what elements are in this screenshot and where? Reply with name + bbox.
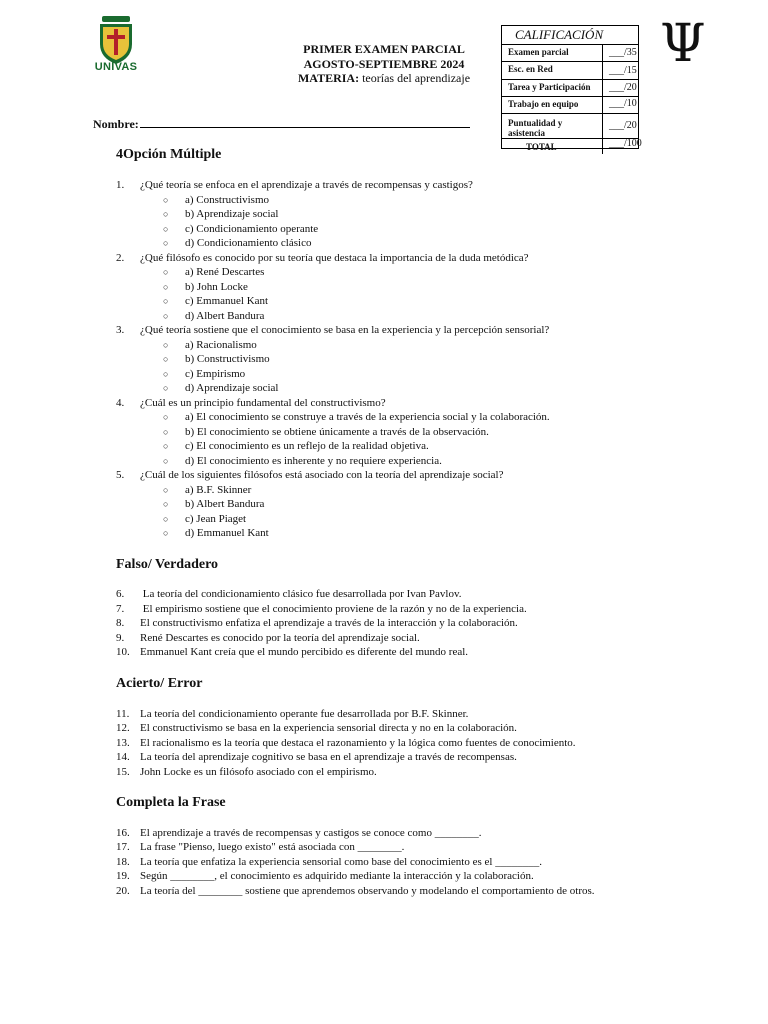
grade-table (501, 25, 642, 152)
option[interactable] (163, 281, 248, 293)
question-number: 2. (116, 252, 125, 264)
statement-number: 9. (116, 632, 125, 644)
radio-icon[interactable]: ○ (163, 456, 169, 466)
option-text: c) Condicionamiento operante (185, 223, 319, 235)
subject-value: teorías del aprendizaje (362, 71, 471, 85)
exam-title: PRIMER EXAMEN PARCIAL (303, 42, 465, 56)
grade-row-label: Puntualidad y asistencia (508, 118, 563, 138)
option[interactable] (163, 310, 264, 322)
option[interactable] (163, 194, 269, 206)
logo-text: UNIVAS (94, 61, 138, 73)
statement-text: La teoría que enfatiza la experiencia sensorial como base del conocimiento es el ________. (140, 856, 542, 868)
question (116, 179, 473, 191)
option[interactable] (163, 527, 269, 539)
statement-number: 18. (116, 856, 130, 868)
statement (116, 617, 518, 629)
option-text: d) Albert Bandura (185, 310, 265, 322)
grade-row (502, 80, 638, 97)
question-number: 5. (116, 469, 125, 481)
statement (116, 646, 468, 658)
question-text: ¿Qué teoría sostiene que el conocimiento se basa en la experiencia y la percepción sensorial? (140, 324, 550, 336)
statement-number: 7. (116, 603, 125, 615)
statement (116, 632, 420, 644)
radio-icon[interactable]: ○ (163, 499, 169, 509)
statement-number: 15. (116, 766, 130, 778)
exam-header (290, 42, 478, 86)
option-text: b) Constructivismo (185, 353, 270, 365)
radio-icon[interactable]: ○ (163, 412, 169, 422)
statement-text: La teoría del condicionamiento operante fue desarrollada por B.F. Skinner. (140, 708, 469, 720)
question-number: 3. (116, 324, 125, 336)
radio-icon[interactable]: ○ (163, 514, 169, 524)
statement (116, 737, 576, 749)
option[interactable] (163, 223, 318, 235)
statement-number: 6. (116, 588, 125, 600)
statement-text: La frase "Pienso, luego existo" está asociada con ________. (140, 841, 405, 853)
section-multiple-choice-title: 4Opción Múltiple (116, 147, 222, 162)
radio-icon[interactable]: ○ (163, 224, 169, 234)
grade-row-points: ___/35 (602, 45, 638, 61)
option-text: c) Empirismo (185, 368, 246, 380)
statement-number: 20. (116, 885, 130, 897)
option[interactable] (163, 382, 278, 394)
radio-icon[interactable]: ○ (163, 369, 169, 379)
grade-row-label: Tarea y Participación (508, 82, 591, 92)
psi-icon: Ψ (660, 14, 706, 74)
statement (116, 856, 542, 868)
radio-icon[interactable]: ○ (163, 195, 169, 205)
question-text: ¿Cuál de los siguientes filósofos está asociado con la teoría del aprendizaje social? (140, 469, 504, 481)
statement (116, 588, 462, 600)
radio-icon[interactable]: ○ (163, 296, 169, 306)
grade-row-points: ___/20 (602, 80, 638, 96)
question (116, 252, 529, 264)
option[interactable] (163, 411, 550, 423)
option-text: d) Aprendizaje social (185, 382, 279, 394)
grade-title: CALIFICACIÓN (502, 26, 638, 45)
question (116, 397, 386, 409)
statement (116, 885, 595, 897)
grade-row-points: ___/10 (602, 97, 638, 113)
option-text: d) Condicionamiento clásico (185, 237, 312, 249)
radio-icon[interactable]: ○ (163, 528, 169, 538)
radio-icon[interactable]: ○ (163, 311, 169, 321)
statement-text: René Descartes es conocido por la teoría del aprendizaje social. (140, 632, 420, 644)
statement-text: John Locke es un filósofo asociado con el empirismo. (140, 766, 377, 778)
grade-row (502, 45, 638, 62)
name-label: Nombre: (93, 117, 139, 131)
section-true-false-title: Falso/ Verdadero (116, 557, 219, 572)
option-text: c) Jean Piaget (185, 513, 247, 525)
exam-period: AGOSTO-SEPTIEMBRE 2024 (303, 56, 465, 71)
statement-text: Emmanuel Kant creía que el mundo percibido es diferente del mundo real. (140, 646, 469, 658)
statement-text: El constructivismo se basa en la experiencia sensorial directa y no en la colaboración. (140, 722, 517, 734)
option-text: b) El conocimiento se obtiene únicamente a través de la observación. (185, 426, 489, 438)
option[interactable] (163, 440, 429, 452)
section-complete-title: Completa la Frase (116, 795, 226, 810)
option-text: a) Constructivismo (185, 194, 270, 206)
grade-row (502, 114, 638, 139)
option[interactable] (163, 498, 264, 510)
radio-icon[interactable]: ○ (163, 267, 169, 277)
statement-number: 19. (116, 870, 130, 882)
option[interactable] (163, 353, 270, 365)
option-text: a) Racionalismo (185, 339, 257, 351)
statement-number: 17. (116, 841, 130, 853)
statement (116, 751, 517, 763)
option-text: b) John Locke (185, 281, 248, 293)
statement (116, 870, 534, 882)
grade-row-label: Esc. en Red (508, 64, 553, 74)
question-number: 4. (116, 397, 125, 409)
radio-icon[interactable]: ○ (163, 282, 169, 292)
statement-number: 10. (116, 646, 130, 658)
grade-row-points: ___/15 (602, 62, 638, 79)
grade-row (502, 62, 638, 80)
option[interactable] (163, 295, 268, 307)
statement-number: 14. (116, 751, 130, 763)
statement-text: La teoría del ________ sostiene que aprendemos observando y modelando el comportamiento de otros. (140, 885, 595, 897)
radio-icon[interactable]: ○ (163, 238, 169, 248)
section-correct-error-title: Acierto/ Error (116, 676, 203, 691)
option-text: b) Albert Bandura (185, 498, 265, 510)
grade-row (502, 138, 642, 154)
statement (116, 827, 482, 839)
radio-icon[interactable]: ○ (163, 485, 169, 495)
grade-row-points: ___/100 (602, 139, 638, 154)
radio-icon[interactable]: ○ (163, 427, 169, 437)
name-blank-line[interactable] (140, 117, 470, 128)
radio-icon[interactable]: ○ (163, 441, 169, 451)
option-text: d) Emmanuel Kant (185, 527, 269, 539)
statement (116, 603, 527, 615)
grade-row-label: TOTAL (526, 142, 557, 152)
radio-icon[interactable]: ○ (163, 340, 169, 350)
statement-text: La teoría del aprendizaje cognitivo se basa en el aprendizaje a través de recompensas. (140, 751, 517, 763)
option[interactable] (163, 368, 245, 380)
option-text: b) Aprendizaje social (185, 208, 279, 220)
question-text: ¿Qué filósofo es conocido por su teoría que destaca la importancia de la duda metódica? (140, 252, 529, 264)
question (116, 469, 503, 481)
statement-number: 11. (116, 708, 130, 720)
subject-label: MATERIA: (297, 71, 360, 85)
radio-icon[interactable]: ○ (163, 354, 169, 364)
option[interactable] (163, 266, 264, 278)
statement (116, 766, 377, 778)
option[interactable] (163, 339, 257, 351)
question-number: 1. (116, 179, 125, 191)
statement-text: El aprendizaje a través de recompensas y castigos se conoce como ________. (140, 827, 482, 839)
option-text: c) El conocimiento es un reflejo de la realidad objetiva. (185, 440, 429, 452)
option[interactable] (163, 484, 251, 496)
statement-text: El constructivismo enfatiza el aprendizaje a través de la interacción y la colaboración. (140, 617, 518, 629)
statement (116, 841, 404, 853)
statement-number: 13. (116, 737, 130, 749)
grade-row-points: ___/20 (602, 114, 638, 138)
statement (116, 722, 517, 734)
option[interactable] (163, 426, 489, 438)
statement-number: 8. (116, 617, 125, 629)
radio-icon[interactable]: ○ (163, 383, 169, 393)
option[interactable] (163, 208, 278, 220)
question (116, 324, 549, 336)
grade-row-label: Trabajo en equipo (508, 99, 579, 109)
option-text: a) René Descartes (185, 266, 265, 278)
option[interactable] (163, 237, 311, 249)
option[interactable] (163, 455, 442, 467)
option-text: a) El conocimiento se construye a través de la experiencia social y la colaboración. (185, 411, 550, 423)
question-text: ¿Qué teoría se enfoca en el aprendizaje a través de recompensas y castigos? (140, 179, 473, 191)
option[interactable] (163, 513, 246, 525)
option-text: a) B.F. Skinner (185, 484, 252, 496)
radio-icon[interactable]: ○ (163, 209, 169, 219)
statement-text: Según ________, el conocimiento es adquirido mediante la interacción y la colaboración. (140, 870, 534, 882)
statement-text: El racionalismo es la teoría que destaca el razonamiento y la lógica como fuentes de conocimiento. (140, 737, 576, 749)
grade-row-label: Examen parcial (508, 47, 569, 57)
name-field[interactable] (93, 117, 470, 132)
statement (116, 708, 468, 720)
option-text: d) El conocimiento es inherente y no requiere experiencia. (185, 455, 442, 467)
question-text: ¿Cuál es un principio fundamental del constructivismo? (140, 397, 386, 409)
statement-number: 12. (116, 722, 130, 734)
statement-text: La teoría del condicionamiento clásico fue desarrollada por Ivan Pavlov. (140, 588, 462, 600)
option-text: c) Emmanuel Kant (185, 295, 269, 307)
grade-row (502, 97, 638, 114)
statement-text: El empirismo sostiene que el conocimiento proviene de la razón y no de la experiencia. (140, 603, 527, 615)
statement-number: 16. (116, 827, 130, 839)
